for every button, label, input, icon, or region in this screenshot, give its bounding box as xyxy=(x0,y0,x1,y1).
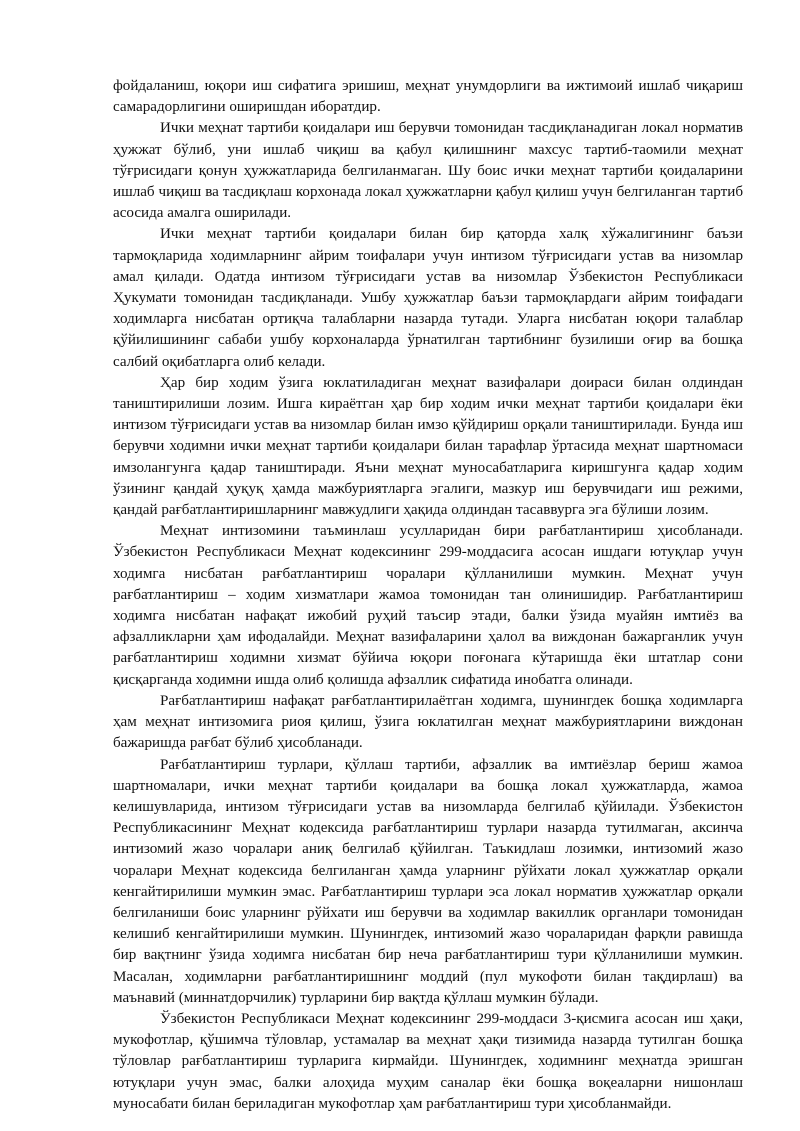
paragraph-incentive-effect: Рағбатлантириш нафақат рағбатлантирилаётган ходимга, шунингдек бошқа ходимларга ҳам меҳнат интизомига риоя қилиш, ўзига юклатилган меҳнат мажбуриятларини виждонан бажаришда рағбат бўлиб ҳисобланади. xyxy=(113,692,743,752)
paragraph-incentives: Меҳнат интизомини таъминлаш усулларидан бири рағбатлантириш ҳисобланади. Ўзбекистон Республикаси Меҳнат кодексининг 299-моддасига асосан ишдаги ютуқлар учун ходимга нисбатан рағбатлантириш чоралари қўлланилиши мумкин. Меҳнат учун рағбатлантириш – ходим хизматлари жамоа томонидан тан олинишидир. Рағбатлантириш ходимга нисбатан нафақат ижобий руҳий таъсир этади, балки ўзида муайян имтиёз ва афзалликларни ҳам ифодалайди. Меҳнат вазифаларини ҳалол ва виждонан бажарганлик учун рағбатлантириш ходимни хизмат бўйича юқори поғонага кўтаришда ёки штатлар сони қисқарганда ходимни ишда олиб қолишда афзаллик сифатида инобатга олинади. xyxy=(113,523,743,688)
paragraph-discipline-statutes: Ички меҳнат тартиби қоидалари билан бир қаторда халқ хўжалигининг баъзи тармоқларида ходимларнинг айрим тоифалари учун интизом тўғрисидаги устав ва низомлар амал қилади. Одатда интизом тўғрисидаги устав ва низомлар Ўзбекистон Республикаси Ҳукумати томонидан тасдиқланади. Ушбу ҳужжатлар баъзи тармоқлардаги айрим тоифадаги ходимларга нисбатан ортиқча талабларни назарда тутади. Уларга нисбатан юқори талаблар қўйилишининг сабаби ушбу корхоналарда ўрнатилган тартибнинг бузилиши оғир ва бошқа салбий оқибатларга олиб келади. xyxy=(113,226,743,370)
paragraph-employee-familiarization: Ҳар бир ходим ўзига юклатиладиган меҳнат вазифалари доираси билан олдиндан таништирилиши лозим. Ишга кираётган ҳар бир ходим ички меҳнат тартиби қоидалари ёки интизом тўғрисидаги устав ва низомлар билан имзо қўйдириш орқали таништирилади. Бунда иш берувчи ходимни ички меҳнат тартиби қоидалари билан тарафлар ўртасида меҳнат шартномаси имзолангунга қадар таништиради. Яъни меҳнат муносабатларига киришгунга қадар ходим ўзининг қандай ҳуқуқ ҳамда мажбуриятларга эгалиги, мазкур иш берувчидаги иш режими, қандай рағбатлантиришларнинг мавжудлиги ҳақида олдиндан тасаввурга эга бўлиши лозим. xyxy=(113,374,743,519)
document-page xyxy=(113,76,743,1115)
paragraph-incentive-types: Рағбатлантириш турлари, қўллаш тартиби, афзаллик ва имтиёзлар бериш жамоа шартномалари, ички меҳнат тартиби қоидалари ва бошқа локал ҳужжатларда, жамоа келишувларида, интизом тўғрисидаги устав ва низомларда белгилаб қўйилади. Ўзбекистон Республикасининг Меҳнат кодексида рағбатлантириш турлари назарда тутилмаган, аксинча интизомий жазо чоралари аниқ белгилаб қўйилган. Таъкидлаш лозимки, интизомий жазо чоралари Меҳнат кодексида белгиланган ҳамда уларнинг рўйхати локал ҳужжатлар орқали кенгайтирилиши мумкин эмас. Рағбатлантириш турлари эса локал норматив ҳужжатлар орқали белгиланиши боис уларнинг рўйхати иш берувчи ва ходимлар вакиллик органлари томонидан келишиб кенгайтирилиши мумкин. Шунингдек, интизомий жазо чораларидан фарқли равишда бир вақтнинг ўзида ходимга нисбатан бир неча рағбатлантириш тури қўлланилиши мумкин. Масалан, ходимларни рағбатлантиришнинг моддий (пул мукофоти билан тақдирлаш) ва маънавий (миннатдорчилик) турларини бир вақтда қўллаш мумкин бўлади. xyxy=(113,756,743,1006)
paragraph-article-299: Ўзбекистон Республикаси Меҳнат кодексининг 299-моддаси 3-қисмига асосан иш ҳақи, мукофотлар, қўшимча тўловлар, устамалар ва меҳнат ҳақи тизимида назарда тутилган бошқа тўловлар рағбатлантириш турларига кирмайди. Шунингдек, ходимнинг меҳнатда эришган ютуқлари учун эмас, балки алоҳида муҳим саналар ёки бошқа воқеаларни нишонлаш муносабати билан бериладиган мукофотлар ҳам рағбатлантириш тури ҳисобланмайди. xyxy=(113,1010,743,1112)
paragraph-internal-labor-rules: Ички меҳнат тартиби қоидалари иш берувчи томонидан тасдиқланадиган локал норматив ҳужжат бўлиб, уни ишлаб чиқиш ва қабул қилишнинг махсус тартиб-таомили меҳнат тўғрисидаги қонун ҳужжатларида белгиланмаган. Шу боис ички меҳнат тартиби қоидаларини ишлаб чиқиш ва тасдиқлаш корхонада локал ҳужжатларни қабул қилиш учун белгиланган тартиб асосида амалга оширилади. xyxy=(113,120,743,222)
paragraph-continuation: фойдаланиш, юқори иш сифатига эришиш, меҳнат унумдорлиги ва ижтимоий ишлаб чиқариш самарадорлигини оширишдан иборатдир. xyxy=(113,78,743,116)
